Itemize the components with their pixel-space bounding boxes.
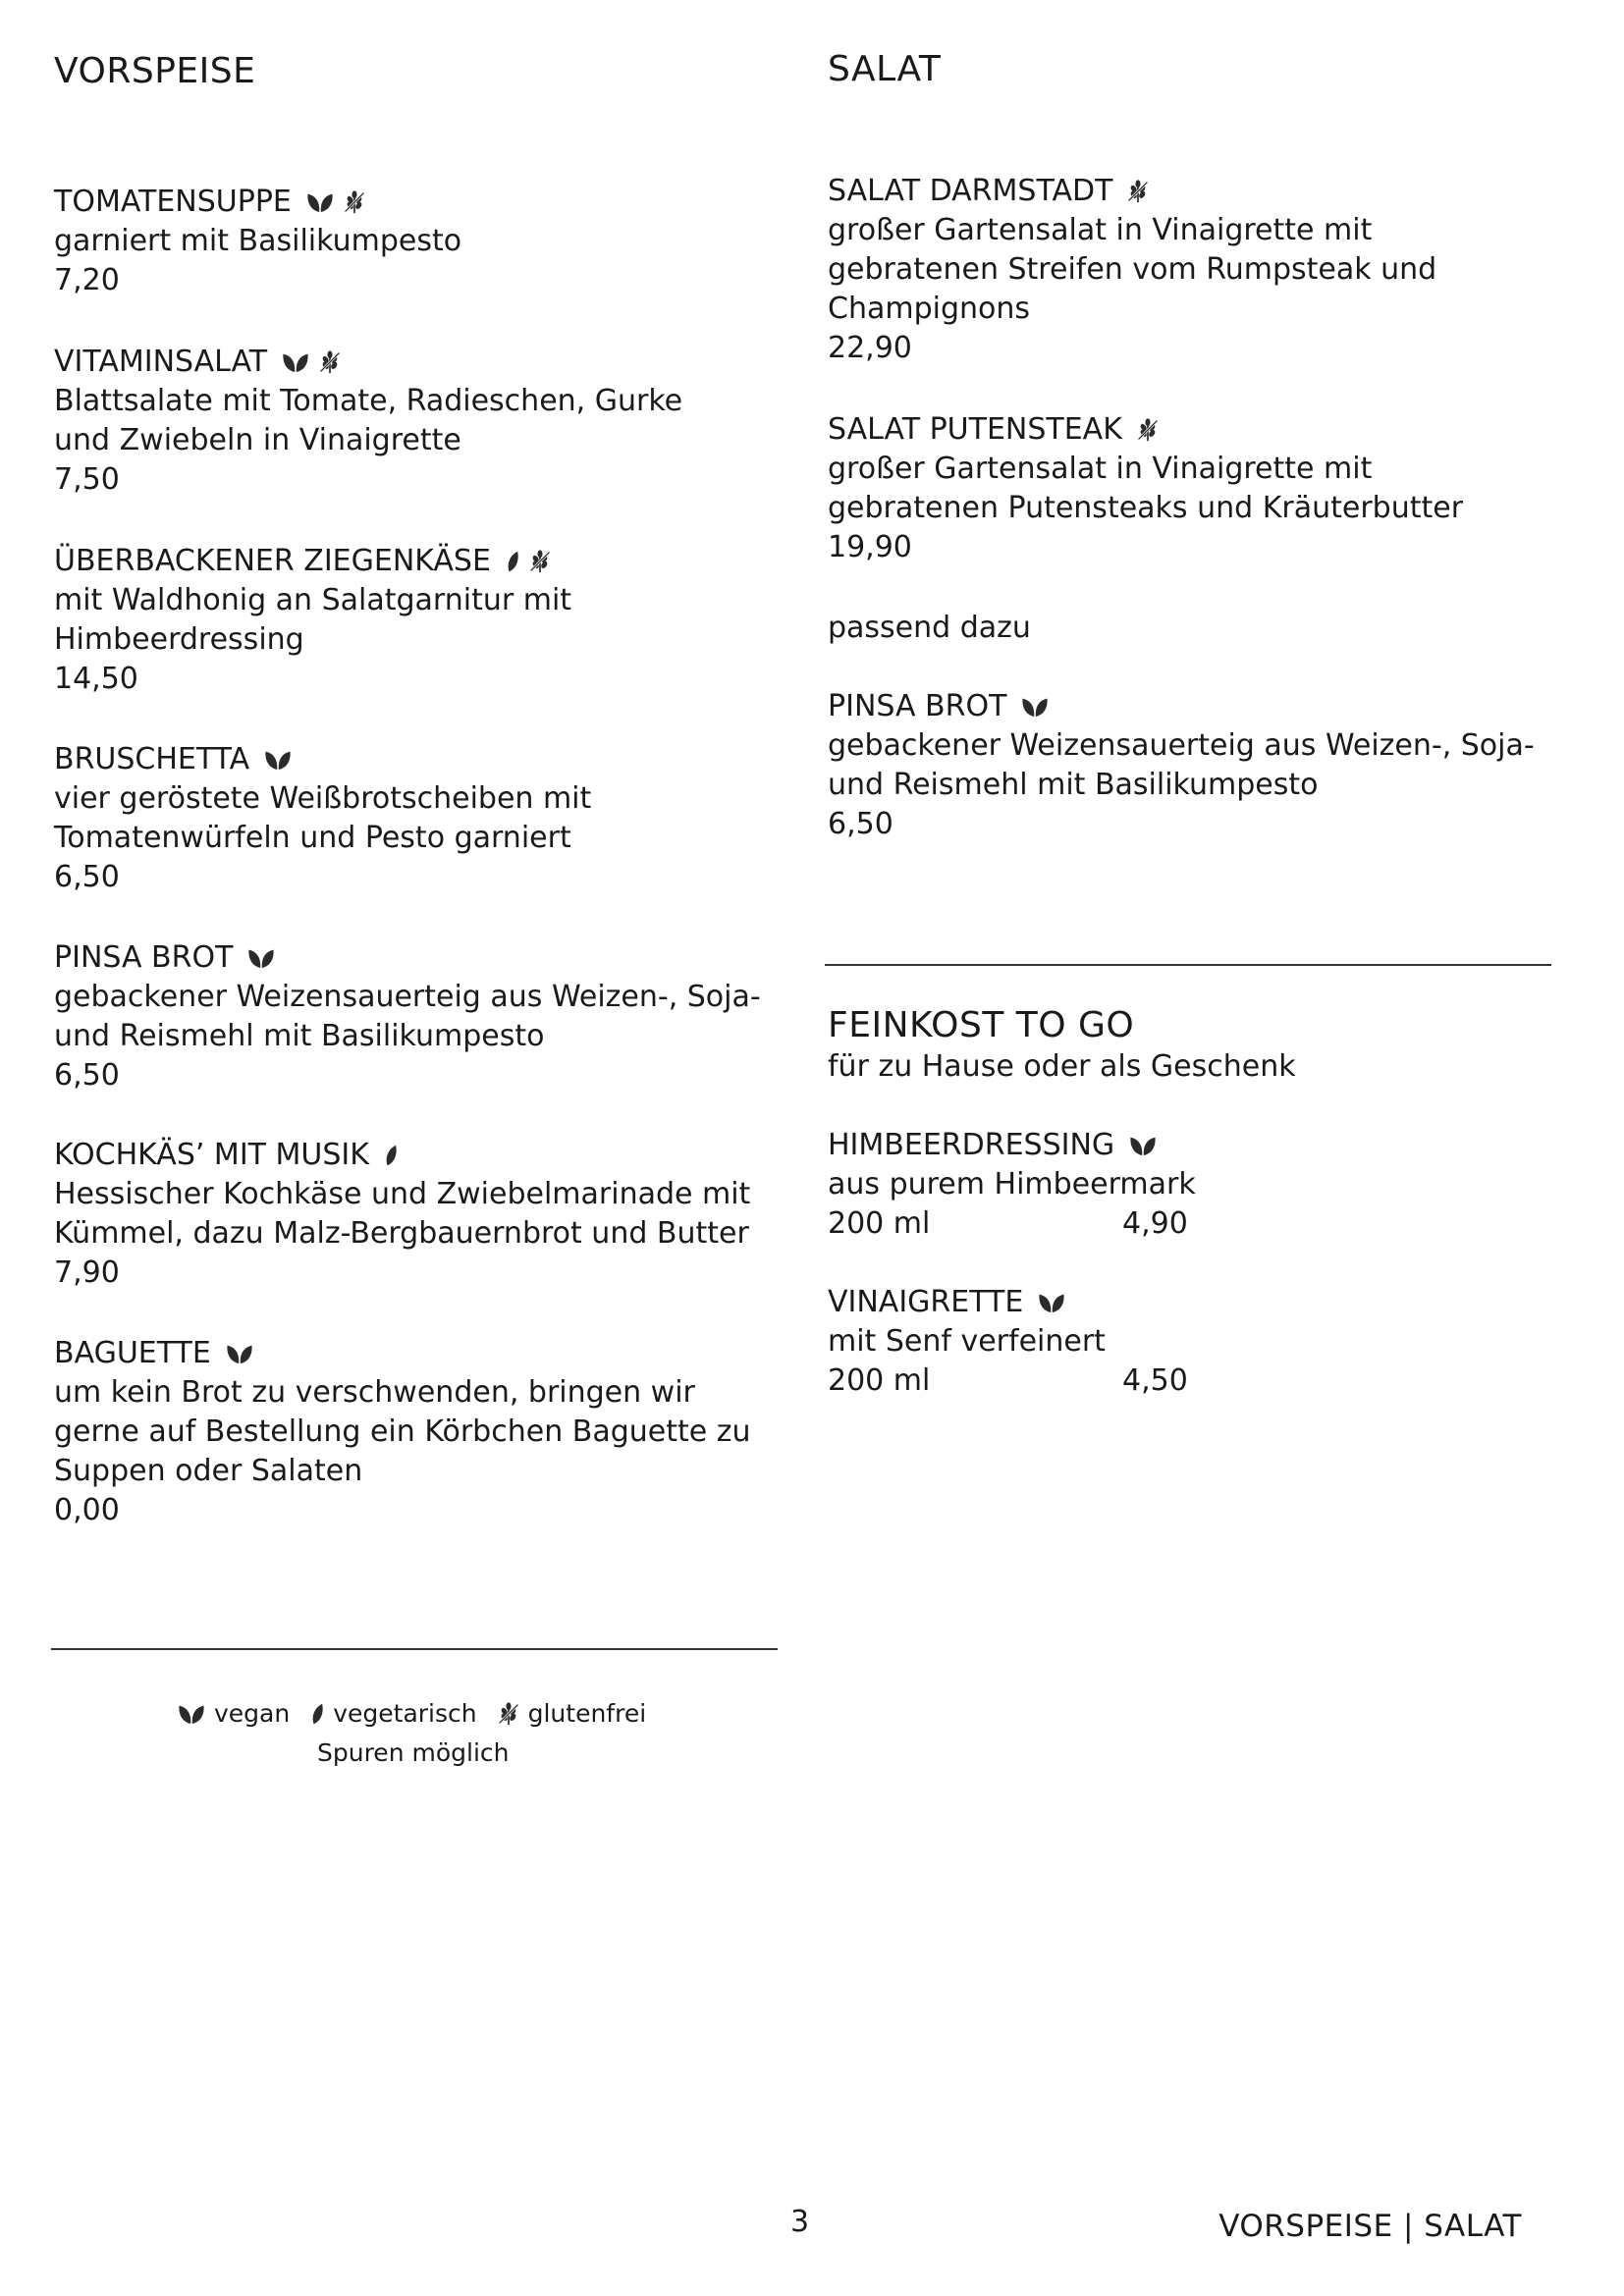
section-title-salat: SALAT (828, 49, 942, 89)
item-name: SALAT PUTENSTEAK (828, 412, 1122, 447)
item-name: VITAMINSALAT (54, 345, 268, 379)
glutenfree-icon (528, 550, 552, 573)
item-quantity: 200 ml (828, 1206, 931, 1241)
divider (825, 964, 1551, 966)
item-price: 0,00 (54, 1493, 120, 1527)
item-price: 7,20 (54, 263, 120, 297)
vegan-icon (1128, 1134, 1158, 1157)
menu-item (828, 172, 1554, 368)
section-title-vorspeise: VORSPEISE (54, 51, 256, 91)
footer-title: VORSPEISE | SALAT (1218, 2209, 1522, 2244)
item-price: 14,50 (54, 662, 138, 696)
item-description: großer Gartensalat in Vinaigrette mit gebratenen Streifen vom Rumpsteak und Champignons (828, 213, 1437, 326)
menu-item (54, 740, 781, 897)
item-name: KOCHKÄS’ MIT MUSIK (54, 1138, 369, 1172)
glutenfree-icon (1126, 180, 1150, 203)
glutenfree-icon (497, 1702, 520, 1726)
vegan-icon (263, 748, 293, 772)
divider (51, 1648, 778, 1650)
glutenfree-icon (1136, 418, 1160, 442)
item-description: mit Waldhonig an Salatgarnitur mit Himbeerdressing (54, 583, 572, 657)
item-name: VINAIGRETTE (828, 1285, 1024, 1319)
item-price: 6,50 (54, 1058, 120, 1093)
menu-item (54, 183, 781, 300)
menu-item (54, 1136, 781, 1293)
item-name: SALAT DARMSTADT (828, 174, 1113, 208)
menu-item (828, 687, 1554, 844)
legend-vegetarian-label: vegetarisch (333, 1699, 477, 1728)
feinkost-subtitle: für zu Hause oder als Geschenk (828, 1049, 1296, 1084)
vegetarian-icon (505, 550, 520, 573)
item-price: 19,90 (828, 530, 912, 564)
item-description: großer Gartensalat in Vinaigrette mit gebratenen Putensteaks und Kräuterbutter (828, 452, 1464, 525)
legend-glutenfree-label: glutenfrei (527, 1699, 647, 1728)
item-quantity: 200 ml (828, 1363, 931, 1398)
menu-item (54, 938, 781, 1095)
vegetarian-icon (309, 1702, 325, 1726)
item-description: gebackener Weizensauerteig aus Weizen-, Soja- und Reismehl mit Basilikumpesto (54, 980, 761, 1053)
item-description: Blattsalate mit Tomate, Radieschen, Gurke und Zwiebeln in Vinaigrette (54, 384, 683, 457)
legend-note: Spuren möglich (317, 1738, 510, 1767)
glutenfree-icon (343, 190, 366, 214)
menu-item (828, 410, 1554, 567)
vegan-icon (1020, 695, 1050, 719)
item-name: PINSA BROT (54, 940, 234, 975)
vegan-icon (305, 190, 335, 214)
vegan-icon (281, 350, 310, 374)
legend-vegan-label: vegan (214, 1699, 291, 1728)
section-title-feinkost: FEINKOST TO GO (828, 1005, 1135, 1045)
item-price: 6,50 (828, 807, 893, 841)
menu-item (54, 343, 781, 500)
glutenfree-icon (318, 350, 342, 374)
item-description: gebackener Weizensauerteig aus Weizen-, Soja- und Reismehl mit Basilikumpesto (828, 728, 1535, 802)
item-description: aus purem Himbeermark (828, 1167, 1196, 1201)
vegan-icon (177, 1702, 206, 1726)
note-passend-dazu: passend dazu (828, 611, 1031, 645)
item-price: 7,50 (54, 462, 120, 497)
vegan-icon (225, 1342, 254, 1365)
item-price: 7,90 (54, 1255, 120, 1290)
item-name: TOMATENSUPPE (54, 185, 292, 219)
item-description: mit Senf verfeinert (828, 1324, 1106, 1359)
item-name: BAGUETTE (54, 1336, 211, 1370)
item-name: HIMBEERDRESSING (828, 1128, 1115, 1162)
vegan-icon (1037, 1291, 1066, 1314)
item-price: 4,50 (1122, 1363, 1188, 1398)
vegetarian-icon (383, 1144, 399, 1167)
menu-item (828, 1283, 1554, 1401)
item-description: Hessischer Kochkäse und Zwiebelmarinade mit Kümmel, dazu Malz-Bergbauernbrot und Butter (54, 1177, 751, 1251)
item-price: 4,90 (1122, 1206, 1188, 1241)
page-number: 3 (790, 2205, 810, 2239)
vegan-icon (246, 946, 276, 970)
item-price: 6,50 (54, 860, 120, 894)
item-name: ÜBERBACKENER ZIEGENKÄSE (54, 544, 491, 578)
item-description: garniert mit Basilikumpesto (54, 224, 462, 258)
item-name: BRUSCHETTA (54, 742, 250, 776)
menu-item (54, 1334, 781, 1530)
item-description: vier geröstete Weißbrotscheiben mit Tomatenwürfeln und Pesto garniert (54, 781, 592, 855)
diet-legend (177, 1694, 666, 1773)
menu-item (54, 542, 781, 699)
item-name: PINSA BROT (828, 689, 1007, 723)
menu-item (828, 1126, 1554, 1244)
item-description: um kein Brot zu verschwenden, bringen wir gerne auf Bestellung ein Körbchen Baguette zu Suppen oder Salaten (54, 1375, 751, 1488)
item-price: 22,90 (828, 331, 912, 365)
